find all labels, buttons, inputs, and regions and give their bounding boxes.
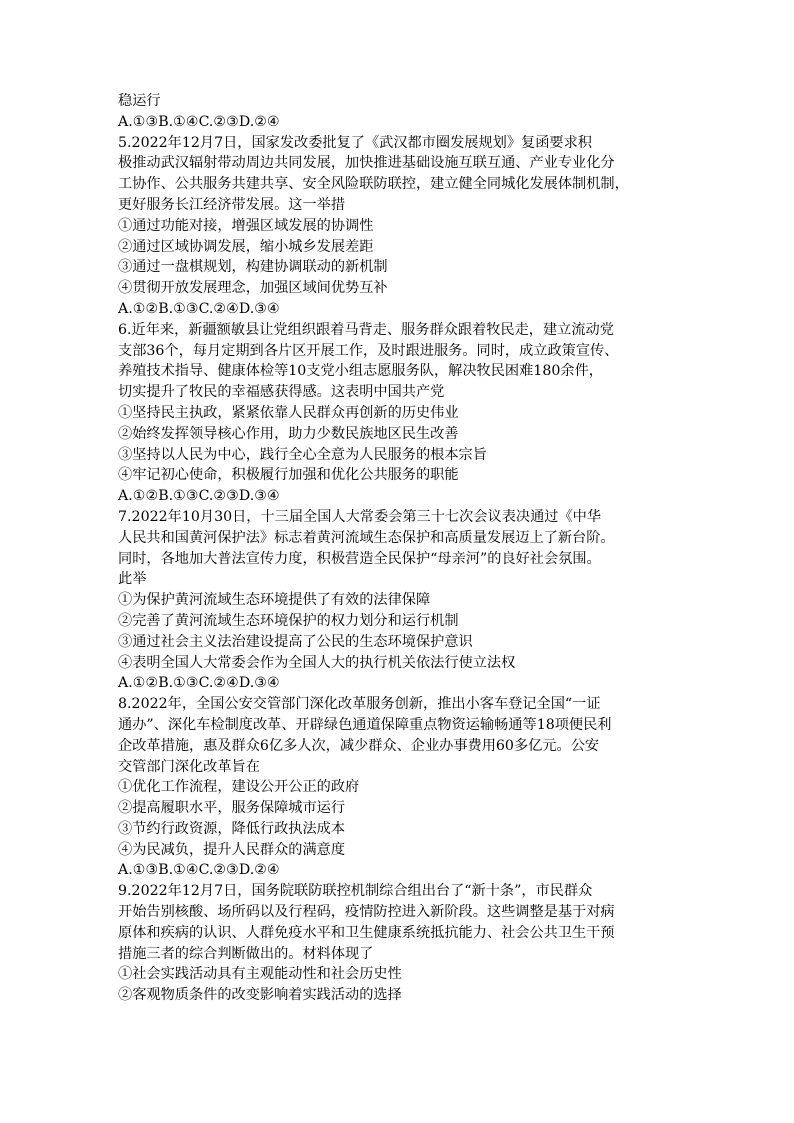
text-line: 开始告别核酸、场所码以及行程码，疫情防控进入新阶段。这些调整是基于对病: [118, 904, 615, 921]
text-line: ①为保护黄河流域生态环境提供了有效的法律保障: [118, 592, 431, 609]
document-page: [118, 91, 684, 1006]
text-line: 此举: [118, 571, 147, 588]
text-line: 同时，各地加大普法宣传力度，积极营造全民保护“母亲河”的良好社会氛围。: [118, 550, 601, 567]
text-line: ④表明全国人大常委会作为全国人大的执行机关依法行使立法权: [118, 654, 516, 671]
text-line: ③坚持以人民为中心，践行全心全意为人民服务的根本宗旨: [118, 446, 487, 463]
text-line: ②提高履职水平，服务保障城市运行: [118, 800, 346, 817]
text-line: 原体和疾病的认识、人群免疫水平和卫生健康系统抵抗能力、社会公共卫生干预: [118, 924, 615, 941]
text-line: ②完善了黄河流域生态环境保护的权力划分和运行机制: [118, 612, 459, 629]
text-line: 6.近年来，新疆额敏县让党组织跟着马背走、服务群众跟着牧民走，建立流动党: [118, 321, 614, 338]
text-line: 人民共和国黄河保护法》标志着黄河流域生态保护和高质量发展迈上了新台阶。: [118, 529, 615, 546]
text-line: ①优化工作流程，建设公开公正的政府: [118, 779, 360, 796]
text-line: 稳运行: [118, 93, 161, 109]
text-line: ③通过社会主义法治建设提高了公民的生态环境保护意识: [118, 633, 473, 650]
text-line: A.①②B.①③C.②④D.③④: [118, 675, 280, 692]
text-line: 8.2022年，全国公安交管部门深化改革服务创新，推出小客车登记全国“一证: [118, 696, 601, 713]
text-line: 更好服务长江经济带发展。这一举措: [118, 196, 346, 213]
text-line: 支部36个，每月定期到各片区开展工作，及时跟进服务。同时，成立政策宣传、: [118, 342, 619, 359]
text-line: ④贯彻开放发展理念，加强区域间优势互补: [118, 280, 388, 297]
text-line: ①通过功能对接，增强区域发展的协调性: [118, 217, 374, 234]
text-line: 7.2022年10月30日，十三届全国人大常委会第三十七次会议表决通过《中华: [118, 508, 602, 525]
text-line: 通办”、深化车检制度改革、开辟绿色通道保障重点物资运输畅通等18项便民利: [118, 716, 612, 733]
text-line: 工协作、公共服务共建共享、安全风险联防联控，建立健全同城化发展体制机制，: [118, 176, 629, 193]
text-line: ②客观物质条件的改变影响着实践活动的选择: [118, 987, 402, 1004]
text-line: ④牢记初心使命，积极履行加强和优化公共服务的职能: [118, 467, 459, 484]
text-line: A.①③B.①④C.②③D.②④: [118, 862, 280, 879]
text-line: 措施三者的综合判断做出的。材料体现了: [118, 945, 374, 962]
text-line: ①社会实践活动具有主观能动性和社会历史性: [118, 966, 402, 983]
text-line: 企改革措施，惠及群众6亿多人次，减少群众、企业办事费用60多亿元。公安: [118, 737, 600, 754]
text-line: 5.2022年12月7日，国家发改委批复了《武汉都市圈发展规划》复函要求积: [118, 134, 592, 151]
text-line: ③通过一盘棋规划，构建协调联动的新机制: [118, 259, 388, 276]
text-line: A.①②B.①③C.②③D.③④: [118, 488, 280, 505]
text-line: A.①③B.①④C.②③D.②④: [118, 113, 280, 130]
text-line: ①坚持民主执政，紧紧依靠人民群众再创新的历史伟业: [118, 404, 459, 421]
text-line: 9.2022年12月7日，国务院联防联控机制综合组出台了“新十条”，市民群众: [118, 883, 593, 900]
text-line: ②通过区域协调发展，缩小城乡发展差距: [118, 238, 374, 255]
text-line: ④为民减负，提升人民群众的满意度: [118, 841, 346, 858]
text-line: 极推动武汉辐射带动周边共同发展，加快推进基础设施互联互通、产业专业化分: [118, 155, 615, 172]
text-line: ②始终发挥领导核心作用，助力少数民族地区民生改善: [118, 425, 459, 442]
text-line: 交管部门深化改革旨在: [118, 758, 260, 775]
text-line: A.①②B.①③C.②④D.③④: [118, 300, 280, 317]
text-line: 切实提升了牧民的幸福感获得感。这表明中国共产党: [118, 384, 445, 401]
text-line: ③节约行政资源，降低行政执法成本: [118, 820, 346, 837]
text-line: 养殖技术指导、健康体检等10支党小组志愿服务队，解决牧民困难180余件，: [118, 363, 603, 380]
